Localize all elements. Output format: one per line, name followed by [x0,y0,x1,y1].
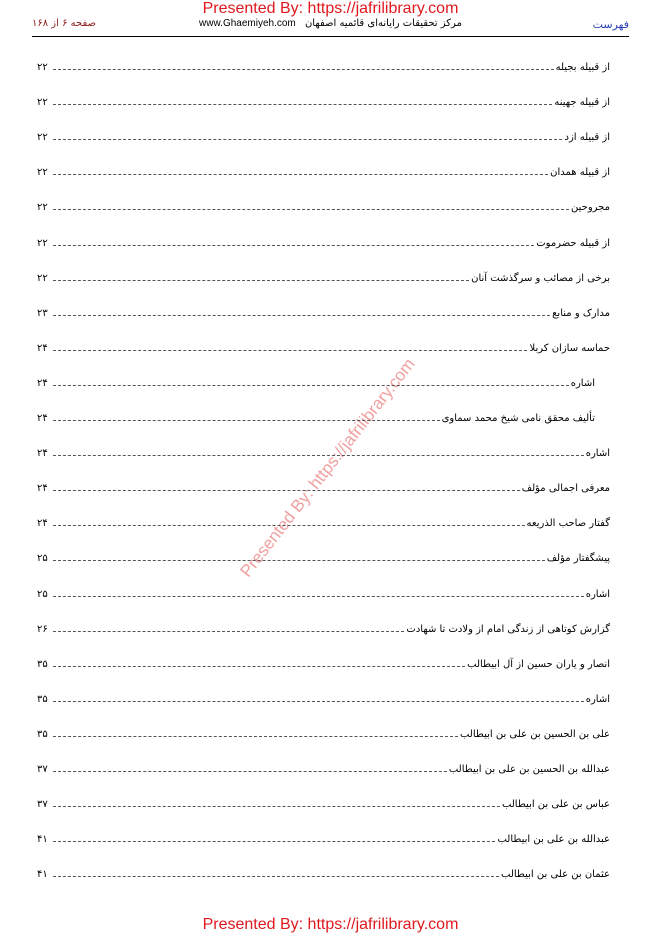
toc-entry-page: ۲۲ [37,202,48,213]
toc-entry-title: حماسه سازان کربلا [529,343,610,354]
toc-entry-page: ۲۴ [37,518,48,529]
dotted-leader [53,209,569,210]
toc-entry-page: ۲۶ [37,624,48,635]
dotted-leader [53,736,458,737]
toc-entry[interactable] [37,656,610,670]
toc-entry-page: ۲۳ [37,308,48,319]
toc-entry-page: ۳۵ [37,694,48,705]
toc-entry[interactable] [37,621,610,635]
toc-entry[interactable] [37,199,610,213]
toc-entry-title: اشاره [570,378,595,389]
toc-entry-page: ۴۱ [37,869,48,880]
toc-entry-page: ۲۴ [37,448,48,459]
toc-entry-title: عبدالله بن الحسین بن علی بن ابیطالب [448,764,610,775]
toc-entry-title: برخی از مصائب و سرگذشت آنان [471,273,610,284]
dotted-leader [53,385,569,386]
toc-entry[interactable] [37,129,610,143]
toc-entry[interactable] [37,270,610,284]
toc-entry[interactable] [37,586,610,600]
watermark: Presented By: https://jafrilibrary.com [236,354,419,581]
dotted-leader [53,455,584,456]
dotted-leader [53,69,554,70]
dotted-leader [53,420,440,421]
toc-entry-page: ۲۴ [37,378,48,389]
toc-entry-title: اشاره [585,694,610,705]
toc-entry-title: گزارش کوتاهی از زندگی امام از ولادت تا شهادت [406,624,610,635]
toc-entry-page: ۳۵ [37,729,48,740]
toc-entry-title: اشاره [585,448,610,459]
dotted-leader [53,666,465,667]
toc-entry-page: ۲۴ [37,483,48,494]
toc-entry-title: پیشگفتار مؤلف [546,553,610,564]
toc-entry-title: از قبیله حضرموت [536,238,610,249]
dotted-leader [53,104,552,105]
dotted-leader [53,560,545,561]
toc-entry-page: ۲۲ [37,132,48,143]
page-info: صفحه ۶ از ۱۶۸ [32,18,97,29]
toc-entry-page: ۲۴ [37,413,48,424]
dotted-leader [53,315,550,316]
toc-entry-title: علی بن الحسین بن علی بن ابیطالب [459,729,610,740]
toc-entry[interactable] [37,726,610,740]
toc-entry-title: عباس بن علی بن ابیطالب [501,799,610,810]
toc-entry-page: ۳۷ [37,799,48,810]
toc-entry-page: ۲۴ [37,343,48,354]
dotted-leader [53,806,500,807]
dotted-leader [53,174,548,175]
toc-entry-title: گفتار صاحب الذریعه [526,518,610,529]
toc-entry[interactable] [37,831,610,845]
toc-entry[interactable] [37,94,610,108]
dotted-leader [53,771,447,772]
site-link[interactable]: www.Ghaemiyeh.com [199,18,296,29]
toc-entry[interactable] [37,235,610,249]
toc-entry[interactable] [37,866,610,880]
dotted-leader [53,701,584,702]
dotted-leader [53,490,520,491]
toc-entry[interactable] [37,445,610,459]
toc-entry-title: عثمان بن علی بن ابیطالب [501,869,610,880]
dotted-leader [53,631,404,632]
toc-entry[interactable] [37,691,610,705]
toc-entry[interactable] [37,515,610,529]
toc-entry[interactable] [37,550,610,564]
toc-entry-title: اشاره [585,589,610,600]
dotted-leader [53,841,495,842]
toc-entry-page: ۲۲ [37,167,48,178]
toc-entry-title: از قبیله بجیله [555,62,610,73]
toc-entry-page: ۲۲ [37,97,48,108]
toc-entry[interactable] [37,480,610,494]
toc-entry[interactable] [37,305,610,319]
toc-entry-title: از قبیله ازد [564,132,610,143]
toc-entry-title: عبدالله بن علی بن ابیطالب [497,834,610,845]
dotted-leader [53,525,525,526]
toc-entry-page: ۳۷ [37,764,48,775]
toc-entry[interactable] [37,410,595,424]
toc-entry-page: ۲۲ [37,273,48,284]
toc-entry-page: ۳۵ [37,659,48,670]
dotted-leader [53,280,469,281]
dotted-leader [53,876,499,877]
toc-entry-title: مدارک و منابع [552,308,610,319]
toc-entry-title: از قبیله جهینه [554,97,610,108]
toc-entry-page: ۲۵ [37,589,48,600]
dotted-leader [53,596,584,597]
toc-entry-title: مجروحین [571,202,610,213]
toc-entry-page: ۴۱ [37,834,48,845]
dotted-leader [53,139,562,140]
bottom-banner: Presented By: https://jafrilibrary.com [202,916,459,933]
toc-entry[interactable] [37,375,595,389]
toc-entry[interactable] [37,761,610,775]
toc-entry[interactable] [37,164,610,178]
toc-entry[interactable] [37,340,610,354]
toc-entry-page: ۲۲ [37,238,48,249]
org-name: مرکز تحقیقات رایانه‌ای قائمیه اصفهان [304,18,462,29]
toc-entry-page: ۲۵ [37,553,48,564]
toc-entry-title: انصار و یاران حسین از آل ابیطالب [467,659,610,670]
toc-entry-page: ۲۲ [37,62,48,73]
dotted-leader [53,245,534,246]
toc-entry-title: تألیف محقق نامی شیخ محمد سماوی [441,413,595,424]
dotted-leader [53,350,527,351]
toc-entry-title: معرفی اجمالی مؤلف [521,483,610,494]
top-banner: Presented By: https://jafrilibrary.com [202,0,459,17]
toc-entry[interactable] [37,796,610,810]
toc-entry-title: از قبیله همدان [550,167,610,178]
section-title: فهرست [592,18,629,31]
toc-entry[interactable] [37,59,610,73]
